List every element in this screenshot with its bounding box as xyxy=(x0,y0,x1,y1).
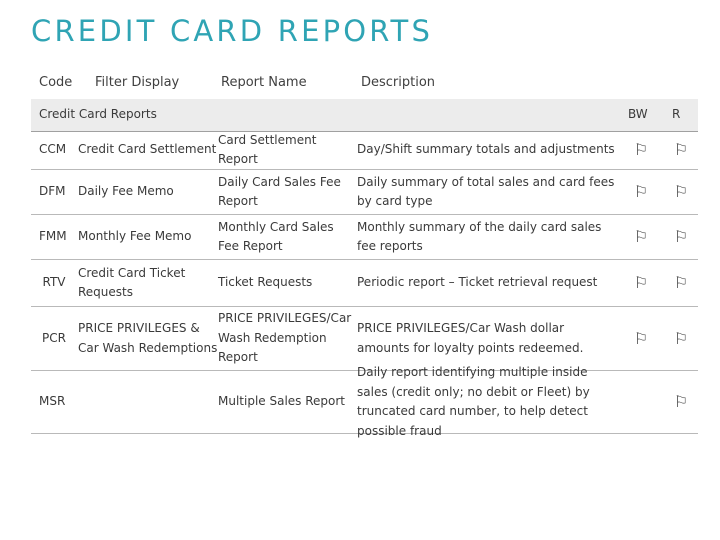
table-row xyxy=(31,307,698,371)
report-code: PCR xyxy=(42,330,66,345)
table-row xyxy=(31,131,698,170)
column-header-r: R xyxy=(672,107,681,121)
table-row xyxy=(31,365,698,438)
column-header-bw: BW xyxy=(628,107,648,121)
column-header-filter-display: Filter Display xyxy=(95,75,180,90)
filter-display: PRICE PRIVILEGES & Car Wash Redemptions xyxy=(78,321,218,355)
flag-icon: ⚐ xyxy=(673,182,689,202)
table-row xyxy=(31,260,698,307)
column-header-code: Code xyxy=(39,75,73,90)
report-description: Periodic report – Ticket retrieval request xyxy=(357,275,598,290)
flag-icon: ⚐ xyxy=(633,273,649,293)
filter-display: Daily Fee Memo xyxy=(78,184,174,199)
report-description: Day/Shift summary totals and adjustments xyxy=(357,142,615,157)
filter-display: Monthly Fee Memo xyxy=(78,229,192,244)
flag-icon: ⚐ xyxy=(673,392,689,412)
report-description: Monthly summary of the daily card sales fee reports xyxy=(357,219,602,253)
filter-display: Credit Card Settlement xyxy=(78,142,217,157)
flag-icon: ⚐ xyxy=(673,273,689,293)
report-name: PRICE PRIVILEGES/Car Wash Redemption Report xyxy=(218,311,352,365)
section-header-row xyxy=(31,99,698,132)
page-title: CREDIT CARD REPORTS xyxy=(31,14,434,48)
report-name: Multiple Sales Report xyxy=(218,394,346,409)
report-description: PRICE PRIVILEGES/Car Wash dollar amounts for loyalty points redeemed. xyxy=(357,321,584,355)
report-code: CCM xyxy=(39,142,67,157)
report-code: MSR xyxy=(39,394,66,409)
table-row xyxy=(31,215,698,260)
column-header-report-name: Report Name xyxy=(221,75,307,90)
report-name: Daily Card Sales Fee Report xyxy=(218,174,341,208)
flag-icon: ⚐ xyxy=(633,227,649,247)
report-code: FMM xyxy=(39,229,67,244)
report-code: RTV xyxy=(42,275,66,290)
report-name: Monthly Card Sales Fee Report xyxy=(218,219,334,253)
report-code: DFM xyxy=(39,184,66,199)
report-description: Daily report identifying multiple inside sales (credit only; no debit or Fleet) by truncated card number, to help detect possible fraud xyxy=(357,365,590,438)
flag-icon: ⚐ xyxy=(673,140,689,160)
report-description: Daily summary of total sales and card fees by card type xyxy=(357,174,615,208)
table-row xyxy=(31,170,698,215)
flag-icon: ⚐ xyxy=(633,182,649,202)
filter-display: Credit Card Ticket Requests xyxy=(78,265,186,299)
flag-icon: ⚐ xyxy=(673,328,689,348)
report-name: Card Settlement Report xyxy=(218,132,317,166)
flag-icon: ⚐ xyxy=(633,328,649,348)
flag-icon: ⚐ xyxy=(633,140,649,160)
flag-icon: ⚐ xyxy=(673,227,689,247)
report-name: Ticket Requests xyxy=(218,275,313,290)
column-header-description: Description xyxy=(361,75,436,90)
section-label: Credit Card Reports xyxy=(39,107,157,121)
